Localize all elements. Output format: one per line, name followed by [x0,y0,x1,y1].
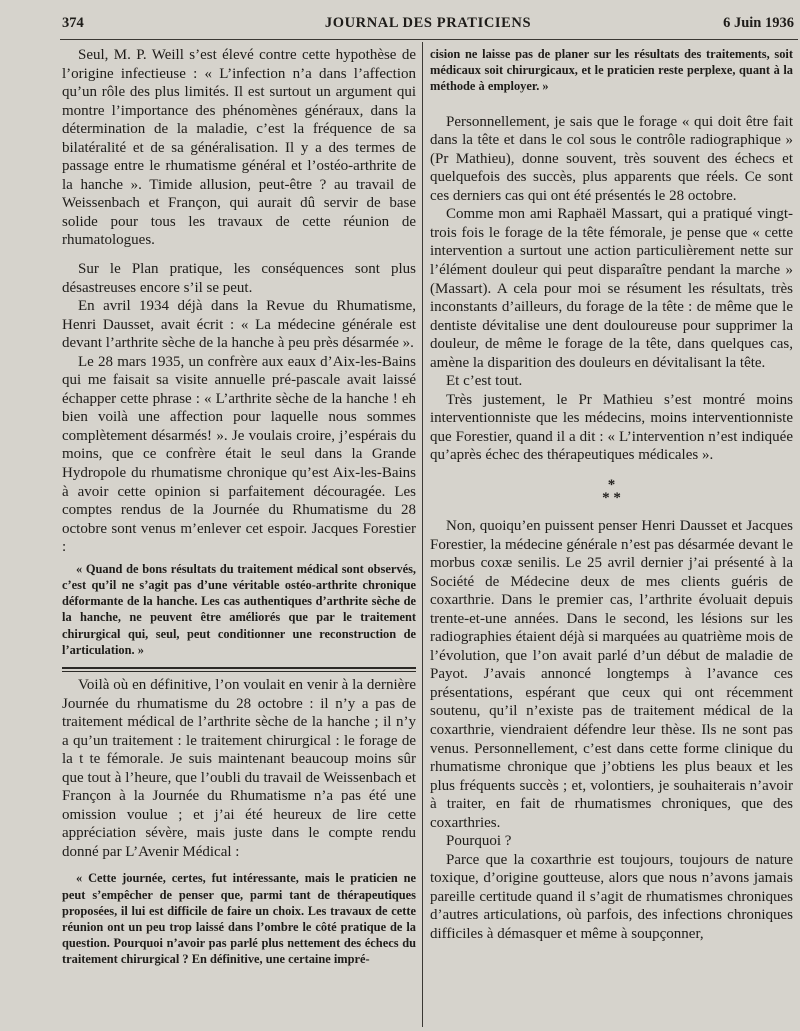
left-column [62,44,416,1029]
section-rule [62,667,416,672]
paragraph: Sur le Plan pratique, les conséquences sont plus désastreuses encore s’il se peut. [62,261,416,296]
asterism-top: * [607,477,616,493]
asterism-bottom: * * [602,490,621,506]
journal-title: JOURNAL DES PRATICIENS [324,15,532,31]
paragraph: Très justement, le Pr Mathieu s’est montré moins interventionniste que les médecins, moins interventionniste que Forestier, quand il a dit : « L’intervention n’est indiquée qu’après échec des thérapeutiques médicales ». [430,391,793,464]
block-quote: « Quand de bons résultats du traitement médical sont observés, c’est qu’il ne s’agit pas d’une véritable ostéo-arthrite chronique déformante de la hanche. Les cas authentiques d’arthrite sèche de la hanche, ne peuvent être améliorés que par le traitement chirurgical qui, seul, peut conditionner une reconstruction de l’articulation. » [62,561,416,657]
paragraph: Seul, M. P. Weill s’est élevé contre cette hypothèse de l’origine infectieuse : « L’infection n’a dans l’affection qu’un rôle des plus limités. Il est surtout un argument qui montre l’importance des phénomènes généraux, dans la détermination de la maladie, c’est la fréquence de sa bilatéralité et de sa généralisation. Il y a des termes de passage entre le rhumatisme général et l’ostéo-arthrite de la hanche ». Timide allusion, peut-être ? au travail de Weissenbach et Françon, qui aurait dû servir de base solide pour tous les travaux de cette réunion de rhumatologues. [62,47,416,249]
issue-date: 6 Juin 1936 [723,15,794,31]
asterism [430,479,793,505]
paragraph: Le 28 mars 1935, un confrère aux eaux d’Aix-les-Bains qui me faisait sa visite annuelle pré-pascale avait laissé échapper cette phrase : « L’arthrite sèche de la hanche ! eh bien voilà une affection pour laquelle nous sommes complètement désarmés! ». Je voulais croire, j’espérais du moins, que ce confrère était le seul dans la Grande Hydropole du rhumatisme chronique qu’est Aix-les-Bains à avoir cette opinion si parfaitement découragée. Les comptes rendus de la Journée du Rhumatisme du 28 octobre sont venus m’enlever cet espoir. Jacques Forestier : [62,353,416,556]
paragraph: Comme mon ami Raphaël Massart, qui a pratiqué vingt-trois fois le forage de la tête fémorale, je pense que « cette intervention a surtout une action particulièrement nette sur l’élément douleur qui peut disparaître pendant la marche » (Massart). A cela pour moi se résument les résultats, très inconstants d’ailleurs, du forage de la tête : de même que le dentiste dévitalise une dent douloureuse pour supprimer la douleur, de même le forage de la tête, dans quelques cas, amène la disparition des douleurs en dévitalisant la tête. [430,206,793,371]
running-header [62,15,794,37]
paragraph: Voilà où en définitive, l’on voulait en venir à la dernière Journée du rhumatisme du 28 octobre : il n’y a pas de traitement médical de l’arthrite sèche de la hanche ; il n’y a qu’un traitement : le traitement chirurgical : le forage de la t te fémorale. Je suis maintenant beaucoup moins sûr que tout à l’heure, que l’oubli du travail de Weissenbach et Françon à la Journée du Rhumatisme n’a pas été une omission voulue ; et j’ai été heureux de lire cette appréciation sévère, mais juste dans le compte rendu donné par L’Avenir Médical : [62,676,416,860]
right-column [430,44,793,1029]
paragraph: Et c’est tout. [446,373,523,390]
paragraph: Pourquoi ? [446,833,512,850]
block-quote: « Cette journée, certes, fut intéressante, mais le praticien ne peut s’empêcher de penser que, parmi tant de thérapeutiques proposées, il lui est difficile de faire un choix. Les travaux de cette réunion ont un peu trop laissé dans l’ombre le côté pratique de la question. Pourquoi n’avoir pas parlé plus nettement des échecs du traitement chirurgical ? En définitive, une certaine impré- [62,871,416,967]
paragraph: En avril 1934 déjà dans la Revue du Rhumatisme, Henri Dausset, avait écrit : « La médecine générale est devant l’arthrite sèche de la hanche à peu près désarmée ». [62,298,416,352]
paragraph: Parce que la coxarthrie est toujours, toujours de nature toxique, d’origine goutteuse, alors que nous n’avons jamais pareille certitude quand il s’agit de rhumatismes chroniques d’autres articulations, où parfois, des infections chroniques difficiles à démasquer et même à soupçonner, [430,851,793,943]
header-rule [60,39,798,40]
block-quote: cision ne laisse pas de planer sur les résultats des traitements, soit médicaux soit chirurgicaux, et le praticien reste perplexe, quant à la méthode à employer. » [430,47,793,94]
page-number: 374 [62,15,84,31]
column-divider [422,42,423,1027]
paragraph: Personnellement, je sais que le forage « qui doit être fait dans la tête et dans le col sous le contrôle radiographique » (Pr Mathieu), donne souvent, très souvent des échecs et quelquefois des succès, plus apparents que réels. Ce sont ces derniers cas qui ont été présentés le 28 octobre. [430,113,793,204]
paragraph: Non, quoiqu’en puissent penser Henri Dausset et Jacques Forestier, la médecine générale n’est pas désarmée devant le morbus coxæ senilis. Le 25 avril dernier j’ai présenté à la Société de Médecine deux de mes clients guéris de coxarthrie. Dans le premier cas, l’arthrite évoluait depuis trente-et-une années. Dans le second, les lésions sur les radiographies étaient déjà si marquées au quatrième mois de l’évolution, que l’on avait parlé d’un début de maladie de Payot. J’avais annoncé longtemps à l’avance ces présentations, espérant que ceux qui ont récemment soutenu, qu’il n’existe pas de traitement médical de la coxarthrie, viendraient défendre leur thèse. Ils ne sont pas venus. Personnellement, c’est dans cette forme clinique du rhumatisme chronique que j’obtiens les plus beaux et les plus fréquents succès ; et, volontiers, je souhaiterais n’avoir à traiter, en fait de rhumatismes chroniques, que des coxarthries. [430,518,793,831]
